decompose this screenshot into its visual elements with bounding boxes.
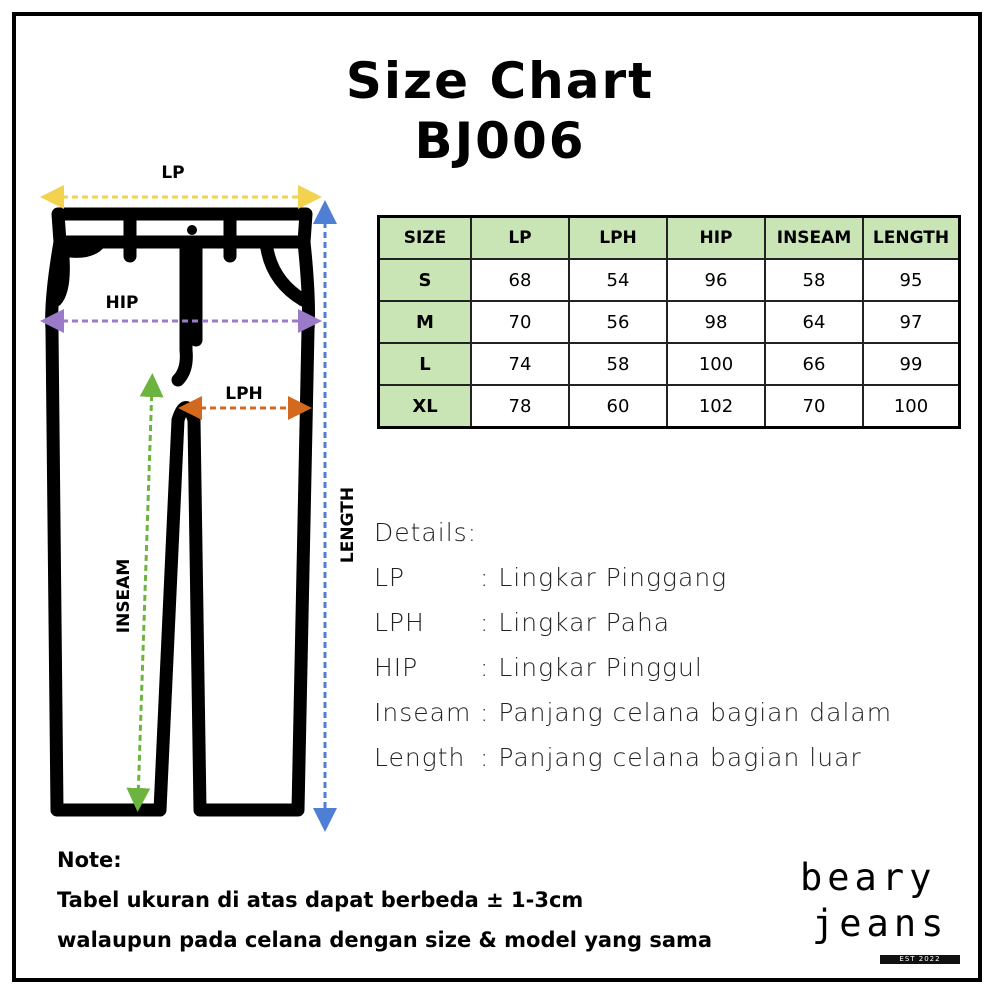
detail-value: : Panjang celana bagian dalam: [480, 698, 893, 727]
detail-value: : Lingkar Pinggul: [480, 653, 703, 682]
table-row: [379, 259, 960, 301]
table-cell: 58: [569, 343, 667, 385]
table-cell: 95: [863, 259, 960, 301]
detail-key: HIP: [374, 653, 419, 682]
detail-item: [374, 555, 892, 600]
table-header-row: [379, 217, 960, 260]
table-row: [379, 343, 960, 385]
brand-tag: EST 2022: [880, 955, 960, 964]
table-cell: 98: [667, 301, 765, 343]
table-cell: 78: [471, 385, 569, 428]
header-hip: HIP: [667, 217, 765, 260]
size-cell: S: [379, 259, 472, 301]
detail-key: LPH: [374, 608, 425, 637]
header-lph: LPH: [569, 217, 667, 260]
lph-label: LPH: [225, 384, 263, 404]
detail-item: [374, 735, 892, 780]
header-lp: LP: [471, 217, 569, 260]
length-label: LENGTH: [338, 486, 358, 564]
table-cell: 66: [765, 343, 863, 385]
detail-value: : Lingkar Paha: [480, 608, 671, 637]
detail-value: : Panjang celana bagian luar: [480, 743, 862, 772]
detail-item: [374, 690, 892, 735]
size-table: [377, 215, 961, 429]
detail-item: [374, 645, 892, 690]
table-cell: 70: [471, 301, 569, 343]
note-heading: Note:: [57, 848, 122, 872]
brand-line-2: jeans: [812, 902, 949, 945]
table-cell: 64: [765, 301, 863, 343]
brand-line-1: beary: [800, 856, 937, 899]
note-line-1: Tabel ukuran di atas dapat berbeda ± 1-3cm: [57, 888, 584, 912]
header-length: LENGTH: [863, 217, 960, 260]
pants-outline: [52, 214, 309, 810]
details-heading: Details:: [374, 518, 478, 547]
inseam-label: INSEAM: [114, 558, 134, 634]
table-cell: 102: [667, 385, 765, 428]
hip-label: HIP: [105, 293, 139, 313]
table-cell: 96: [667, 259, 765, 301]
note-line-2: walaupun pada celana dengan size & model yang sama: [57, 928, 713, 952]
lp-label: LP: [161, 163, 185, 183]
table-cell: 56: [569, 301, 667, 343]
table-cell: 100: [863, 385, 960, 428]
detail-key: Inseam: [374, 698, 472, 727]
table-row: [379, 385, 960, 428]
size-cell: M: [379, 301, 472, 343]
detail-key: LP: [374, 563, 406, 592]
detail-key: Length: [374, 743, 466, 772]
table-cell: 74: [471, 343, 569, 385]
table-row: [379, 301, 960, 343]
inseam-arrow: [138, 385, 152, 800]
table-cell: 58: [765, 259, 863, 301]
detail-value: : Lingkar Pinggang: [480, 563, 728, 592]
table-cell: 70: [765, 385, 863, 428]
header-size: SIZE: [379, 217, 472, 260]
page-title: Size Chart: [345, 52, 655, 110]
note-section: [57, 840, 712, 960]
table-cell: 100: [667, 343, 765, 385]
table-cell: 60: [569, 385, 667, 428]
button-icon: [187, 225, 197, 235]
table-cell: 99: [863, 343, 960, 385]
size-cell: L: [379, 343, 472, 385]
model-code: BJ006: [414, 112, 586, 170]
header-inseam: INSEAM: [765, 217, 863, 260]
table-cell: 68: [471, 259, 569, 301]
detail-item: [374, 600, 892, 645]
size-cell: XL: [379, 385, 472, 428]
table-cell: 54: [569, 259, 667, 301]
brand-logo: [800, 855, 948, 947]
details-section: [374, 510, 892, 780]
table-cell: 97: [863, 301, 960, 343]
